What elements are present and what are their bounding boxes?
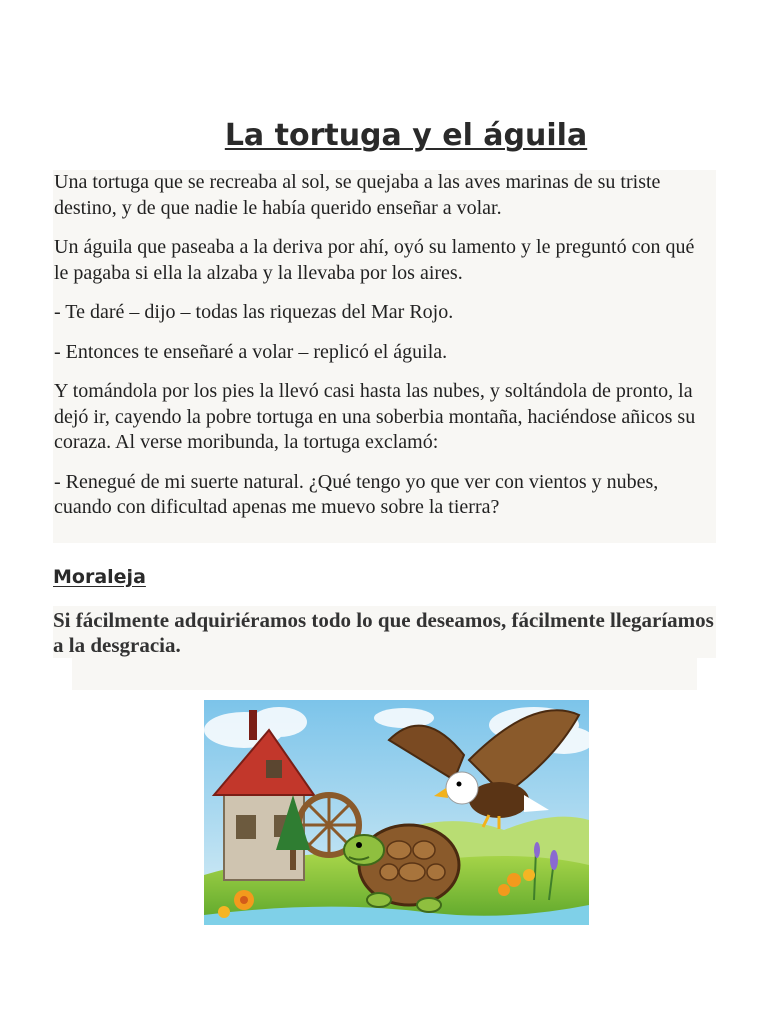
story-paragraph-2: Un águila que paseaba a la deriva por ahí, oyó su lamento y le preguntó con qué le pagaba si ella la alzaba y la llevaba por los aires. — [54, 236, 695, 284]
story-paragraph-5: Y tomándola por los pies la llevó casi hasta las nubes, y soltándola de pronto, la dejó ir, cayendo la pobre tortuga en una soberbia montaña, haciéndose añicos su coraza. Al verse moribunda, la tortuga exclamó: — [54, 380, 696, 453]
moral-background-extension — [72, 658, 697, 690]
story-paragraph-1: Una tortuga que se recreaba al sol, se quejaba a las aves marinas de su triste destino, y de que nadie le había querido enseñar a volar. — [54, 171, 661, 219]
story-paragraph-4: - Entonces te enseñaré a volar – replicó el águila. — [54, 340, 448, 363]
story-illustration — [204, 700, 589, 925]
story-paragraph-3: - Te daré – dijo – todas las riquezas del Mar Rojo. — [54, 301, 454, 323]
story-paragraph-6: - Renegué de mi suerte natural. ¿Qué tengo yo que ver con vientos y nubes, cuando con dificultad apenas me muevo sobre la tierra? — [54, 470, 659, 518]
document-title: La tortuga y el águila — [224, 118, 588, 153]
story-text-block — [53, 170, 716, 543]
illustration-scene — [204, 700, 589, 925]
moral-heading: Moraleja — [53, 566, 146, 588]
moral-text: Si fácilmente adquiriéramos todo lo que deseamos, fácilmente llegaríamos a la desgracia. — [53, 608, 714, 657]
